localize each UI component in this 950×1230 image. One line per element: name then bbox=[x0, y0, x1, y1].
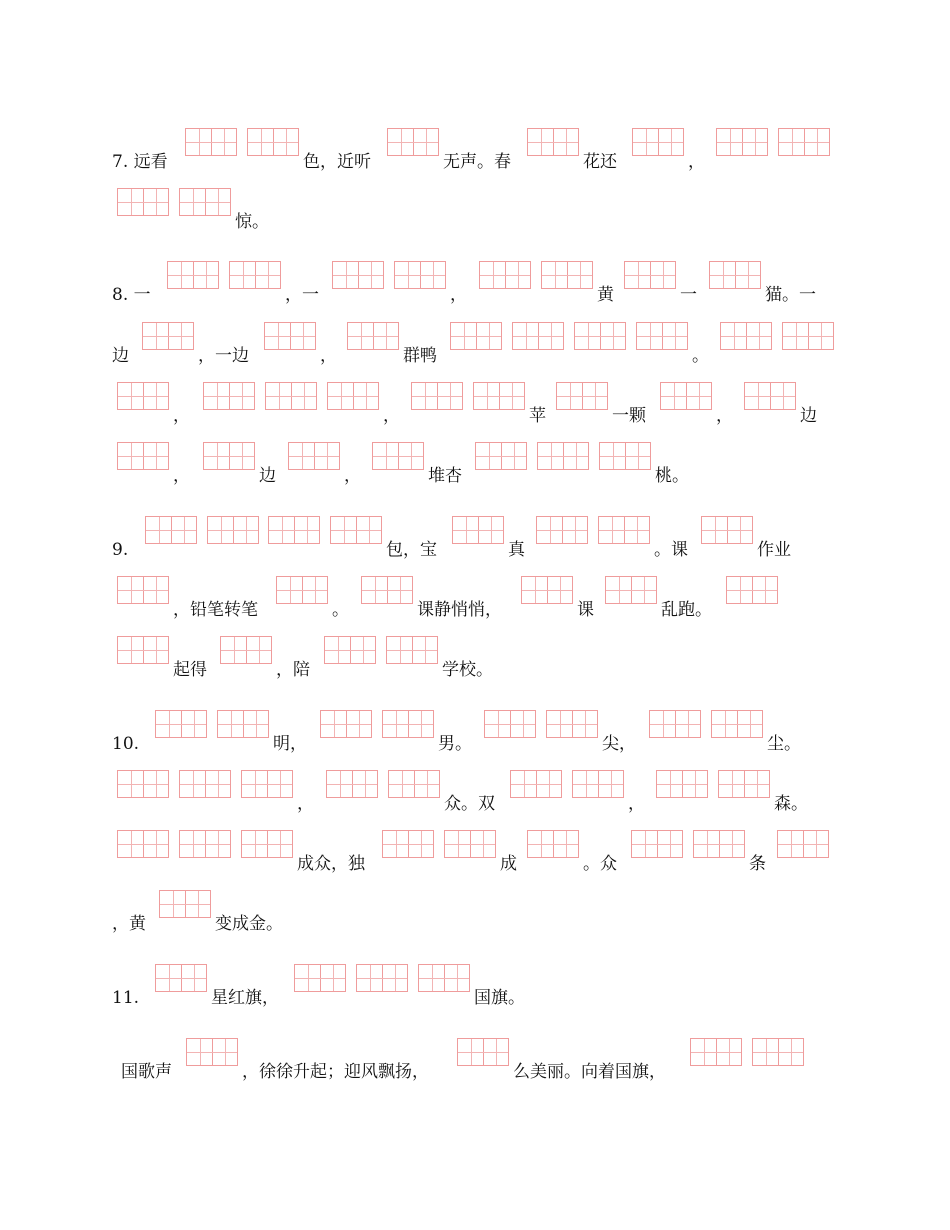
question-text: 尖， bbox=[602, 734, 636, 754]
question-text: 惊。 bbox=[235, 212, 269, 232]
question-text: 。众 bbox=[583, 854, 617, 874]
question-text: 变成金。 bbox=[215, 914, 283, 934]
pinyin-writing-grid[interactable] bbox=[207, 516, 259, 544]
pinyin-writing-grid[interactable] bbox=[247, 128, 299, 156]
pinyin-writing-grid[interactable] bbox=[229, 261, 281, 289]
pinyin-writing-grid[interactable] bbox=[361, 576, 413, 604]
pinyin-writing-grid[interactable] bbox=[159, 890, 211, 918]
question-text: ， bbox=[688, 152, 705, 172]
question-text: ， bbox=[628, 794, 645, 814]
question-text: 么美丽。向着国旗， bbox=[513, 1062, 666, 1082]
question-text: 课 bbox=[577, 600, 594, 620]
pinyin-writing-grid[interactable] bbox=[356, 964, 408, 992]
question-text: ， bbox=[383, 406, 400, 426]
question-text: 。课 bbox=[654, 540, 688, 560]
pinyin-writing-grid[interactable] bbox=[452, 516, 504, 544]
pinyin-writing-grid[interactable] bbox=[241, 830, 293, 858]
pinyin-writing-grid[interactable] bbox=[726, 576, 778, 604]
question-text: ， bbox=[344, 466, 361, 486]
pinyin-writing-grid[interactable] bbox=[330, 516, 382, 544]
pinyin-writing-grid[interactable] bbox=[388, 770, 440, 798]
pinyin-writing-grid[interactable] bbox=[179, 830, 231, 858]
pinyin-writing-grid[interactable] bbox=[241, 770, 293, 798]
question-text: 真 bbox=[508, 540, 525, 560]
pinyin-writing-grid[interactable] bbox=[693, 830, 745, 858]
pinyin-writing-grid[interactable] bbox=[527, 128, 579, 156]
pinyin-writing-grid[interactable] bbox=[546, 710, 598, 738]
question-text: 一颗 bbox=[612, 406, 646, 426]
pinyin-writing-grid[interactable] bbox=[527, 830, 579, 858]
question-text: 堆杏 bbox=[428, 466, 462, 486]
question-text: 条 bbox=[749, 854, 766, 874]
pinyin-writing-grid[interactable] bbox=[541, 261, 593, 289]
pinyin-writing-grid[interactable] bbox=[185, 128, 237, 156]
pinyin-writing-grid[interactable] bbox=[332, 261, 384, 289]
pinyin-writing-grid[interactable] bbox=[217, 710, 269, 738]
pinyin-writing-grid[interactable] bbox=[268, 516, 320, 544]
question-text: 7. 远看 bbox=[112, 152, 168, 172]
pinyin-writing-grid[interactable] bbox=[709, 261, 761, 289]
pinyin-writing-grid[interactable] bbox=[631, 830, 683, 858]
question-text: 。 bbox=[692, 346, 709, 366]
pinyin-writing-grid[interactable] bbox=[473, 382, 525, 410]
pinyin-writing-grid[interactable] bbox=[411, 382, 463, 410]
pinyin-writing-grid[interactable] bbox=[117, 636, 169, 664]
question-text: 边 bbox=[112, 346, 129, 366]
pinyin-writing-grid[interactable] bbox=[777, 830, 829, 858]
pinyin-writing-grid[interactable] bbox=[711, 710, 763, 738]
pinyin-writing-grid[interactable] bbox=[660, 382, 712, 410]
pinyin-writing-grid[interactable] bbox=[372, 442, 424, 470]
pinyin-writing-grid[interactable] bbox=[744, 382, 796, 410]
question-text: 猫。一 bbox=[765, 285, 816, 305]
pinyin-writing-grid[interactable] bbox=[718, 770, 770, 798]
question-text: 9. bbox=[112, 540, 129, 560]
question-text: ， bbox=[320, 346, 337, 366]
pinyin-writing-grid[interactable] bbox=[636, 322, 688, 350]
question-text: ，铅笔转笔 bbox=[173, 600, 258, 620]
pinyin-writing-grid[interactable] bbox=[117, 382, 169, 410]
question-text: 群鸭 bbox=[403, 346, 437, 366]
pinyin-writing-grid[interactable] bbox=[599, 442, 651, 470]
pinyin-writing-grid[interactable] bbox=[484, 710, 536, 738]
pinyin-writing-grid[interactable] bbox=[155, 710, 207, 738]
question-text: ， bbox=[716, 406, 733, 426]
question-text: 一 bbox=[680, 285, 697, 305]
pinyin-writing-grid[interactable] bbox=[716, 128, 768, 156]
pinyin-writing-grid[interactable] bbox=[521, 576, 573, 604]
question-text: 课静悄悄， bbox=[417, 600, 502, 620]
question-text: 乱跑。 bbox=[661, 600, 712, 620]
pinyin-writing-grid[interactable] bbox=[288, 442, 340, 470]
pinyin-writing-grid[interactable] bbox=[117, 442, 169, 470]
pinyin-writing-grid[interactable] bbox=[605, 576, 657, 604]
question-text: ，黄 bbox=[112, 914, 146, 934]
pinyin-writing-grid[interactable] bbox=[598, 516, 650, 544]
pinyin-writing-grid[interactable] bbox=[394, 261, 446, 289]
question-text: ， bbox=[173, 466, 190, 486]
question-text: ，徐徐升起；迎风飘扬， bbox=[242, 1062, 429, 1082]
pinyin-writing-grid[interactable] bbox=[656, 770, 708, 798]
question-text: 国旗。 bbox=[474, 988, 525, 1008]
pinyin-writing-grid[interactable] bbox=[382, 710, 434, 738]
pinyin-writing-grid[interactable] bbox=[479, 261, 531, 289]
pinyin-writing-grid[interactable] bbox=[324, 636, 376, 664]
pinyin-writing-grid[interactable] bbox=[450, 322, 502, 350]
pinyin-writing-grid[interactable] bbox=[382, 830, 434, 858]
pinyin-writing-grid[interactable] bbox=[179, 770, 231, 798]
pinyin-writing-grid[interactable] bbox=[720, 322, 772, 350]
pinyin-writing-grid[interactable] bbox=[327, 382, 379, 410]
pinyin-writing-grid[interactable] bbox=[265, 382, 317, 410]
question-text: 国歌声 bbox=[121, 1062, 172, 1082]
pinyin-writing-grid[interactable] bbox=[117, 770, 169, 798]
pinyin-writing-grid[interactable] bbox=[572, 770, 624, 798]
question-text: 作业 bbox=[757, 540, 791, 560]
pinyin-writing-grid[interactable] bbox=[556, 382, 608, 410]
question-text: 起得 bbox=[173, 660, 207, 680]
pinyin-writing-grid[interactable] bbox=[326, 770, 378, 798]
pinyin-writing-grid[interactable] bbox=[512, 322, 564, 350]
pinyin-writing-grid[interactable] bbox=[117, 576, 169, 604]
question-text: 众。双 bbox=[444, 794, 495, 814]
question-text: 明， bbox=[273, 734, 307, 754]
question-text: 11. bbox=[112, 988, 140, 1008]
pinyin-writing-grid[interactable] bbox=[510, 770, 562, 798]
question-text: 苹 bbox=[529, 406, 546, 426]
pinyin-writing-grid[interactable] bbox=[386, 636, 438, 664]
pinyin-writing-grid[interactable] bbox=[276, 576, 328, 604]
pinyin-writing-grid[interactable] bbox=[752, 1038, 804, 1066]
question-text: 尘。 bbox=[767, 734, 801, 754]
pinyin-writing-grid[interactable] bbox=[536, 516, 588, 544]
question-text: 边 bbox=[259, 466, 276, 486]
pinyin-writing-grid[interactable] bbox=[203, 442, 255, 470]
question-text: 成 bbox=[500, 854, 517, 874]
pinyin-writing-grid[interactable] bbox=[220, 636, 272, 664]
pinyin-writing-grid[interactable] bbox=[690, 1038, 742, 1066]
pinyin-writing-grid[interactable] bbox=[117, 830, 169, 858]
pinyin-writing-grid[interactable] bbox=[444, 830, 496, 858]
pinyin-writing-grid[interactable] bbox=[155, 964, 207, 992]
question-text: ，一边 bbox=[198, 346, 249, 366]
pinyin-writing-grid[interactable] bbox=[778, 128, 830, 156]
pinyin-writing-grid[interactable] bbox=[649, 710, 701, 738]
question-text: 无声。春 bbox=[443, 152, 511, 172]
question-text: 边 bbox=[800, 406, 817, 426]
pinyin-writing-grid[interactable] bbox=[186, 1038, 238, 1066]
pinyin-writing-grid[interactable] bbox=[167, 261, 219, 289]
pinyin-writing-grid[interactable] bbox=[782, 322, 834, 350]
question-text: 8. 一 bbox=[112, 285, 151, 305]
pinyin-writing-grid[interactable] bbox=[475, 442, 527, 470]
pinyin-writing-grid[interactable] bbox=[701, 516, 753, 544]
question-text: ，陪 bbox=[276, 660, 310, 680]
pinyin-writing-grid[interactable] bbox=[632, 128, 684, 156]
question-text: 星红旗， bbox=[211, 988, 279, 1008]
question-text: ，一 bbox=[285, 285, 319, 305]
pinyin-writing-grid[interactable] bbox=[320, 710, 372, 738]
question-text: 包，宝 bbox=[386, 540, 437, 560]
question-text: 桃。 bbox=[655, 466, 689, 486]
pinyin-writing-grid[interactable] bbox=[179, 188, 231, 216]
question-text: 森。 bbox=[774, 794, 808, 814]
pinyin-writing-grid[interactable] bbox=[537, 442, 589, 470]
pinyin-writing-grid[interactable] bbox=[624, 261, 676, 289]
question-text: 10. bbox=[112, 734, 140, 754]
question-text: 黄 bbox=[597, 285, 614, 305]
question-text: ， bbox=[297, 794, 314, 814]
pinyin-writing-grid[interactable] bbox=[142, 322, 194, 350]
question-text: ， bbox=[173, 406, 190, 426]
pinyin-writing-grid[interactable] bbox=[117, 188, 169, 216]
pinyin-writing-grid[interactable] bbox=[203, 382, 255, 410]
question-text: ， bbox=[450, 285, 467, 305]
question-text: 。 bbox=[332, 600, 349, 620]
question-text: 学校。 bbox=[442, 660, 493, 680]
pinyin-writing-grid[interactable] bbox=[264, 322, 316, 350]
pinyin-writing-grid[interactable] bbox=[574, 322, 626, 350]
question-text: 男。 bbox=[438, 734, 472, 754]
pinyin-writing-grid[interactable] bbox=[145, 516, 197, 544]
pinyin-writing-grid[interactable] bbox=[294, 964, 346, 992]
pinyin-writing-grid[interactable] bbox=[457, 1038, 509, 1066]
question-text: 成众，独 bbox=[297, 854, 365, 874]
pinyin-writing-grid[interactable] bbox=[347, 322, 399, 350]
question-text: 花还 bbox=[583, 152, 617, 172]
question-text: 色，近听 bbox=[303, 152, 371, 172]
pinyin-writing-grid[interactable] bbox=[387, 128, 439, 156]
pinyin-writing-grid[interactable] bbox=[418, 964, 470, 992]
